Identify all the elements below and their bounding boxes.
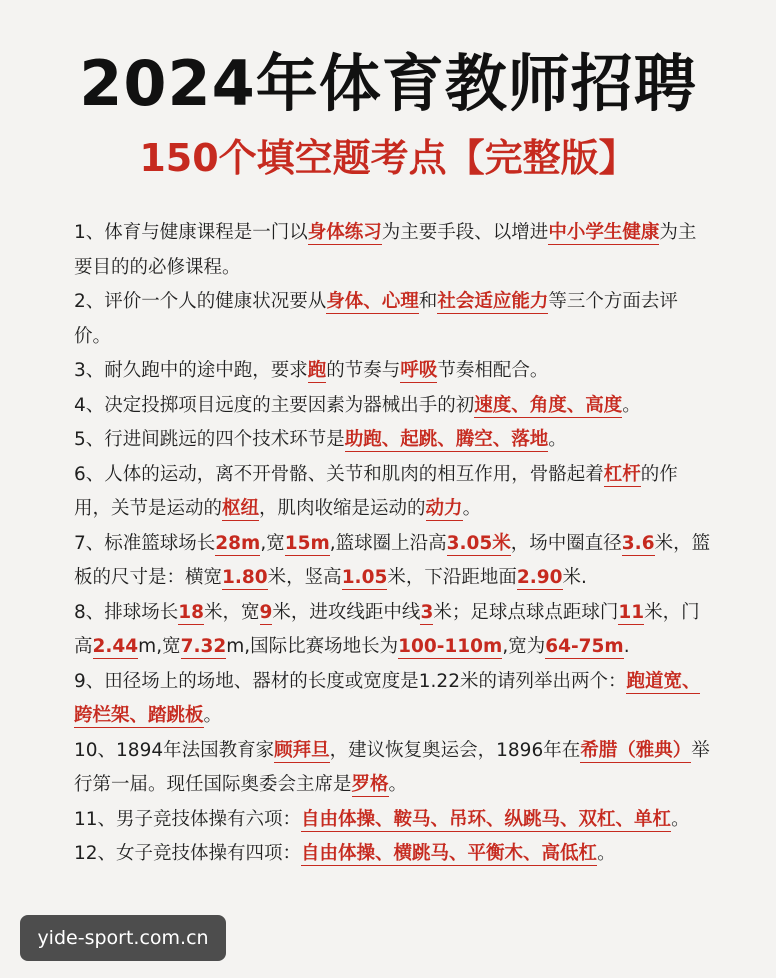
item-text: 为主要手段、以增进 [381, 222, 549, 243]
item-text: 米，进攻线距中线 [272, 601, 421, 623]
item-text: 米，下沿距地面 [387, 567, 517, 588]
item-text: ，建议恢复奥运会，1896年在 [329, 739, 581, 761]
item-text: m,宽 [138, 636, 181, 657]
item-text: ，场中圈直径 [510, 532, 622, 554]
answer-highlight: 自由体操、鞍马、吊环、纵跳马、双杠、单杠 [301, 808, 672, 830]
item-text: 2、评价一个人的健康状况要从 [74, 291, 327, 312]
answer-highlight: 7.32 [180, 636, 227, 657]
item-text: 7、标准篮球场长 [74, 532, 216, 554]
answer-highlight: 100-110m [398, 636, 503, 657]
answer-highlight: 18 [178, 601, 205, 623]
answer-highlight: 社会适应能力 [437, 291, 549, 312]
list-item [74, 527, 714, 596]
answer-highlight: 自由体操、横跳马、平衡木、高低杠 [301, 843, 598, 864]
question-list [74, 216, 714, 872]
answer-highlight: 2.90 [516, 567, 563, 588]
list-item [74, 354, 714, 389]
item-text: 4、决定投掷项目远度的主要因素为器械出手的初 [74, 394, 475, 416]
answer-highlight: 1.05 [341, 567, 388, 588]
item-text: 5、行进间跳远的四个技术环节是 [74, 429, 345, 450]
answer-highlight: 3.6 [621, 532, 655, 554]
item-text: 9、田径场上的场地、器材的长度或宽度是1.22米的请列举出两个： [74, 670, 627, 692]
item-text: 。 [548, 429, 567, 450]
answer-highlight: 顾拜旦 [274, 739, 330, 761]
item-text: 11、男子竞技体操有六项： [74, 808, 302, 830]
list-item [74, 665, 714, 734]
item-text: 10、1894年法国教育家 [74, 739, 275, 761]
answer-highlight: 中小学生健康 [548, 222, 660, 243]
item-text: 节奏相配合。 [437, 360, 549, 381]
answer-highlight: 罗格 [351, 774, 389, 795]
answer-highlight: 动力 [425, 498, 463, 519]
answer-highlight: 64-75m [545, 636, 624, 657]
item-text: 1、体育与健康课程是一门以 [74, 222, 308, 243]
item-text: 的节奏与 [326, 360, 401, 381]
answer-highlight: 希腊（雅典） [580, 739, 692, 761]
answer-highlight: 枢纽 [222, 498, 260, 519]
item-text: ,篮球圈上沿高 [329, 532, 447, 554]
item-text: 等三个方面去评价。 [74, 291, 678, 347]
answer-highlight: 3 [420, 601, 434, 623]
answer-highlight: 杠杆 [603, 463, 641, 485]
item-text: 举行第一届。现任国际奥委会主席是 [74, 739, 710, 795]
answer-highlight: 11 [618, 601, 645, 623]
item-text: 6、人体的运动，离不开骨骼、关节和肌肉的相互作用，骨骼起着 [74, 463, 604, 485]
list-item [74, 803, 714, 838]
item-text: ,宽为 [502, 636, 546, 657]
list-item [74, 837, 714, 872]
item-text: 3、耐久跑中的途中跑，要求 [74, 360, 308, 381]
item-text: 。 [597, 843, 616, 864]
answer-highlight: 2.44 [92, 636, 139, 657]
answer-highlight: 呼吸 [400, 360, 438, 381]
item-text: 。 [671, 808, 690, 830]
page-subtitle: 150个填空题考点【完整版】 [139, 136, 637, 180]
answer-highlight: 3.05米 [446, 532, 511, 554]
item-text: 。 [203, 705, 223, 726]
item-text: 。 [622, 394, 641, 416]
answer-highlight: 28m [215, 532, 261, 554]
answer-highlight: 跑 [307, 360, 327, 381]
item-text: 8、排球场长 [74, 601, 179, 623]
answer-highlight: 速度、角度、高度 [474, 394, 623, 416]
item-text: m,国际比赛场地长为 [226, 636, 399, 657]
item-text: 米，篮板的尺寸是：横宽 [74, 532, 711, 588]
list-item [74, 423, 714, 458]
answer-highlight: 跑道宽、跨栏架、踏跳板 [74, 670, 701, 726]
list-item [74, 285, 714, 354]
list-item [74, 734, 714, 803]
list-item [74, 389, 714, 424]
answer-highlight: 15m [284, 532, 330, 554]
answer-highlight: 身体、心理 [326, 291, 419, 312]
item-text: 米；足球点球点距球门 [433, 601, 619, 623]
item-text: 为主要目的的必修课程。 [74, 222, 697, 278]
list-item [74, 596, 714, 665]
item-text: 12、女子竞技体操有四项： [74, 843, 302, 864]
answer-highlight: 助跑、起跳、腾空、落地 [344, 429, 549, 450]
item-text: 。 [388, 774, 408, 795]
item-text: 。 [462, 498, 482, 519]
item-text: 米. [562, 567, 587, 588]
answer-highlight: 1.80 [222, 567, 268, 588]
item-text: ,宽 [260, 532, 285, 554]
answer-highlight: 身体练习 [307, 222, 382, 243]
item-text: 的作用，关节是运动的 [74, 463, 678, 519]
item-text: 米，宽 [204, 601, 260, 623]
list-item [74, 216, 714, 285]
page-title: 2024年体育教师招聘 [79, 47, 697, 120]
watermark-badge: yide-sport.com.cn [20, 915, 226, 961]
item-text: . [623, 636, 630, 657]
answer-highlight: 9 [259, 601, 273, 623]
list-item [74, 458, 714, 527]
item-text: 和 [418, 291, 438, 312]
item-text: ，肌肉收缩是运动的 [259, 498, 426, 519]
item-text: 米，竖高 [267, 567, 342, 588]
item-text: 米，门高 [74, 601, 700, 657]
